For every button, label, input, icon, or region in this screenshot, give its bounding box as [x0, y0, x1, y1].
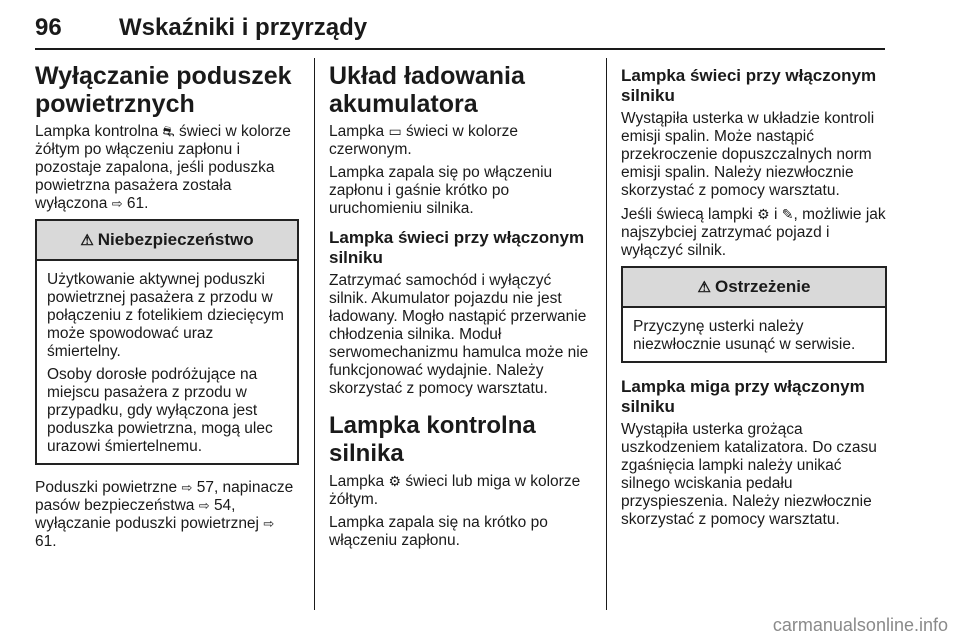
- spanner-icon: ✎: [781, 206, 794, 222]
- column-3: [621, 62, 887, 534]
- paragraph: [329, 122, 591, 159]
- warning-icon: ⚠: [697, 279, 711, 296]
- paragraph: Przyczynę usterki należy niezwłocznie usunąć w serwisie.: [633, 318, 856, 353]
- caution-box-title: Ostrzeżenie: [715, 277, 811, 296]
- xref-icon: ⇨: [198, 498, 210, 513]
- text: Lampka: [329, 473, 385, 490]
- text: świeci w kolorze czerwonym.: [329, 123, 518, 158]
- paragraph: Osoby dorosłe podróżujące na miejscu pasażera z przodu w przypadku, gdy wyłączona jest poduszka powietrzna, mogą ulec urazowi śmiertelnemu.: [47, 366, 273, 455]
- page-reference[interactable]: 61.: [126, 195, 149, 212]
- paragraph: [35, 122, 299, 213]
- page-number: 96: [35, 14, 62, 41]
- section-title-charging: Układ ładowania akumulatora: [329, 62, 525, 118]
- danger-box-header: [37, 221, 297, 261]
- paragraph: Lampka zapala się na krótko po włączeniu zapłonu.: [329, 514, 548, 549]
- text: i: [773, 206, 778, 223]
- column-divider-2: [606, 58, 607, 610]
- danger-box: [35, 219, 299, 465]
- paragraph: Wystąpiła usterka w układzie kontroli emisji spalin. Może nastąpić przekroczenie dopuszczalnych norm emisji spalin. Należy niezwłocznie skorzystać z pomocy warsztatu.: [621, 110, 875, 199]
- xref-icon: ⇨: [111, 196, 123, 211]
- engine-icon: ⚙: [388, 473, 402, 489]
- page-reference[interactable]: 61.: [35, 533, 57, 550]
- paragraph: Wystąpiła usterka grożąca uszkodzeniem katalizatora. Do czasu zgaśnięcia lampki należy unikać silnego wciskania pedału przyspieszenia. Należy niezwłocznie skorzystać z pomocy warsztatu.: [621, 421, 877, 528]
- text: , możliwie jak najszybciej zatrzymać pojazd i wyłączyć silnik.: [621, 206, 886, 259]
- paragraph: Zatrzymać samochód i wyłączyć silnik. Akumulator pojazdu nie jest ładowany. Mogło nastąpić przerwanie chłodzenia silnika. Moduł serwomechanizmu hamulca może nie funkcjonować wydajnie. Należy skorzystać z pomocy warsztatu.: [329, 272, 589, 397]
- column-divider-1: [314, 58, 315, 610]
- column-2: [329, 62, 591, 555]
- subsection-title: Lampka świeci przy włączonym silniku: [329, 228, 585, 267]
- text: świeci w kolorze żółtym po włączeniu zapłonu i pozostaje zapalona, jeśli poduszka powietrzna pasażera została wyłączona: [35, 123, 291, 212]
- caution-box: [621, 266, 887, 363]
- running-title: Wskaźniki i przyrządy: [119, 14, 368, 41]
- header-rule: [35, 48, 885, 50]
- subsection-title: Lampka miga przy włączonym silniku: [621, 377, 865, 416]
- text: Lampka: [329, 123, 385, 140]
- column-1: [35, 62, 299, 556]
- paragraph: [621, 205, 887, 260]
- text: świeci lub miga w kolorze żółtym.: [329, 473, 581, 508]
- paragraph: [329, 472, 591, 509]
- engine-icon: ⚙: [757, 206, 770, 222]
- text: Jeśli świecą lampki: [621, 206, 753, 223]
- page-reference[interactable]: 54, wyłączanie poduszki powietrznej: [35, 497, 260, 532]
- subsection-title: Lampka świeci przy włączonym silniku: [621, 66, 877, 105]
- warning-icon: ⚠: [80, 232, 94, 249]
- paragraph: [35, 479, 299, 551]
- danger-box-title: Niebezpieczeństwo: [97, 230, 254, 249]
- section-title-airbag-off: Wyłączanie poduszek powietrznych: [35, 62, 292, 118]
- page-header: [35, 14, 885, 50]
- airbag-off-icon: ⛐: [162, 123, 175, 139]
- paragraph: Użytkowanie aktywnej poduszki powietrznej pasażera z przodu w połączeniu z fotelikiem dziecięcym może spowodować uraz śmiertelny.: [47, 271, 284, 360]
- text: Lampka kontrolna: [35, 123, 159, 140]
- text: Poduszki powietrzne: [35, 479, 178, 496]
- xref-icon: ⇨: [181, 480, 193, 495]
- watermark: carmanualsonline.info: [772, 615, 948, 635]
- section-title-engine-lamp: Lampka kontrolna silnika: [329, 412, 536, 467]
- xref-icon: ⇨: [263, 516, 275, 531]
- page-reference[interactable]: 57, napinacze pasów bezpieczeństwa: [35, 479, 294, 514]
- paragraph: Lampka zapala się po włączeniu zapłonu i gaśnie krótko po uruchomieniu silnika.: [329, 164, 553, 217]
- caution-box-header: [623, 268, 885, 308]
- battery-icon: ▭: [388, 123, 402, 139]
